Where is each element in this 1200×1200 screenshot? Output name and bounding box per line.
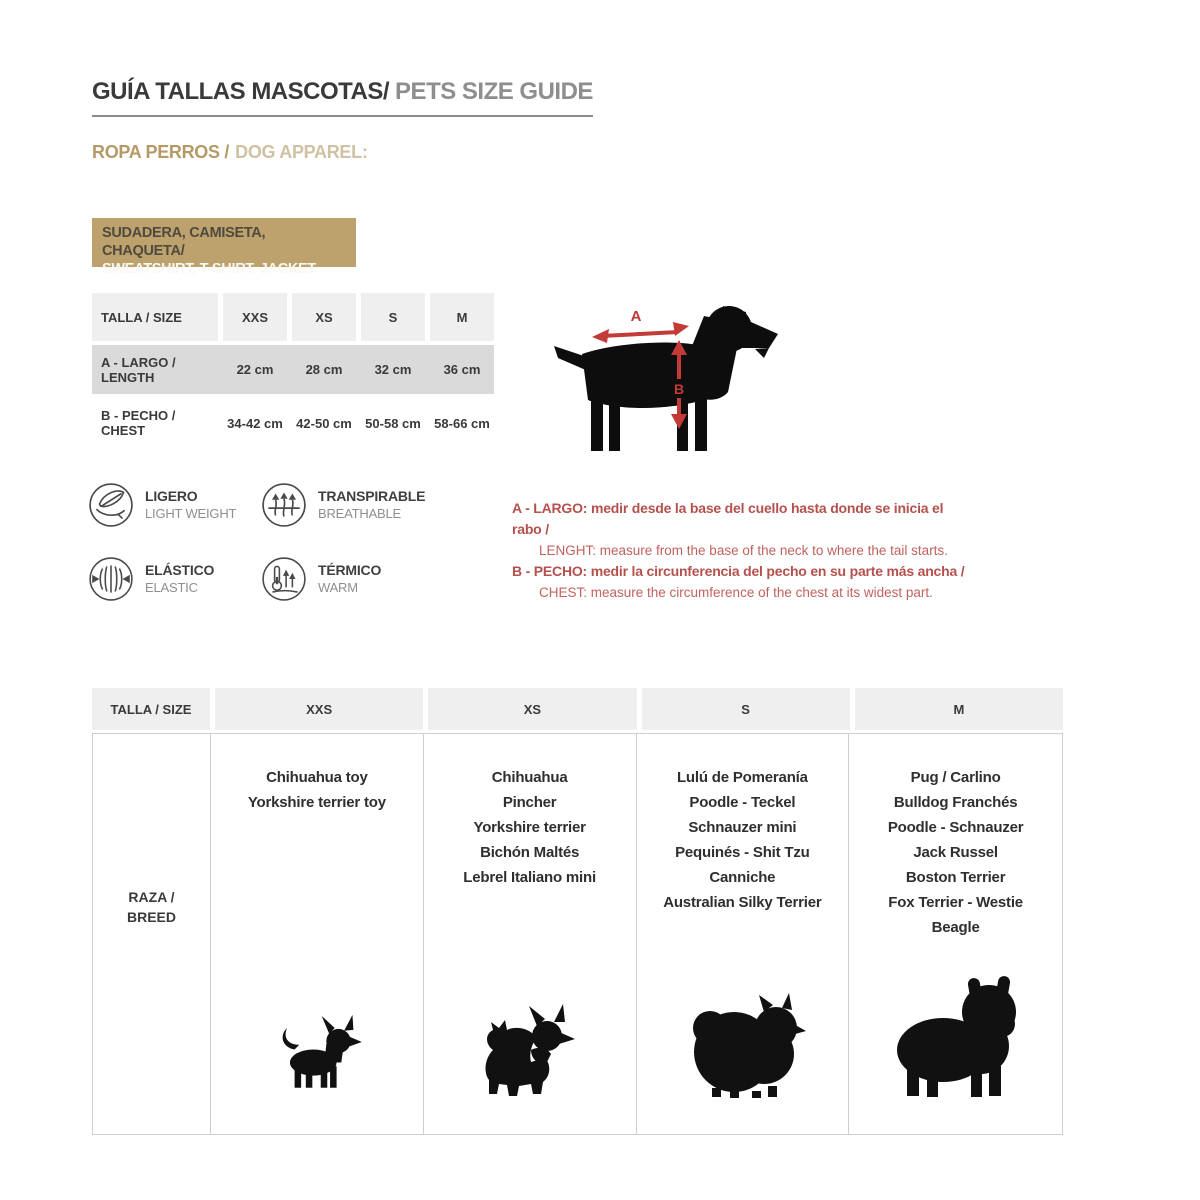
- breed-item: Pincher: [502, 794, 557, 811]
- subtitle-english: DOG APPAREL:: [235, 142, 368, 162]
- breed-item: Bichón Maltés: [480, 844, 580, 861]
- breed-item: Jack Russel: [913, 844, 998, 861]
- feature-warm-label-es: TÉRMICO: [318, 562, 382, 578]
- feather-hand-icon: [88, 482, 134, 528]
- breed-table-header-row: [92, 688, 1063, 730]
- length-xxs-value: 22 cm: [236, 362, 274, 377]
- category-spanish: SUDADERA, CAMISETA, CHAQUETA/: [102, 225, 266, 259]
- breed-item: Bulldog Franchés: [893, 794, 1018, 811]
- chest-xxs-value: 34-42 cm: [227, 415, 283, 431]
- length-row-label: A - LARGO / LENGTH: [101, 354, 176, 385]
- chest-m-value: 58-66 cm: [434, 415, 490, 431]
- measurement-diagram: [548, 296, 798, 458]
- breed-item: Canniche: [709, 869, 776, 886]
- feature-breathable-label-es: TRANSPIRABLE: [318, 488, 426, 504]
- breed-row-label-cell: [93, 734, 211, 1134]
- size-table-header-xxs: XXS: [223, 293, 287, 341]
- note-a-label: A - LARGO:: [512, 500, 588, 516]
- breed-table: [92, 688, 1063, 1135]
- breed-item: Poodle - Schnauzer: [887, 819, 1024, 836]
- category-english: SWEATSHIRT, T-SHIRT, JACKET: [102, 261, 316, 277]
- section-subtitle: [92, 142, 368, 163]
- breed-cell-s: [637, 734, 850, 1134]
- page-title: [92, 78, 593, 117]
- breed-list-s: [637, 765, 849, 915]
- breed-item: Australian Silky Terrier: [663, 894, 822, 911]
- breed-item: Lulú de Pomeranía: [676, 769, 808, 786]
- feature-breathable-label-en: BREATHABLE: [318, 506, 402, 521]
- size-table-length-row: [92, 345, 494, 394]
- feature-warm-label-en: WARM: [318, 580, 358, 595]
- feature-elastic-label-es: ELÁSTICO: [145, 562, 215, 578]
- breed-cell-xxs: [211, 734, 424, 1134]
- longhair-chihuahua-silhouette-icon: [471, 1002, 589, 1098]
- thermometer-icon: [261, 556, 307, 602]
- breed-header-xs: XS: [428, 688, 636, 730]
- breed-row-label-line1: RAZA /: [128, 888, 175, 905]
- breed-header-m: M: [855, 688, 1063, 730]
- feature-lightweight-label-es: LIGERO: [145, 488, 198, 504]
- size-table-header-m: M: [430, 293, 494, 341]
- note-b-english: CHEST: measure the circumference of the chest at its widest part.: [539, 585, 933, 600]
- chihuahua-silhouette-icon: [267, 1014, 367, 1098]
- breed-item: Chihuahua toy: [266, 769, 368, 786]
- breathable-icon: [261, 482, 307, 528]
- chest-xs-value: 42-50 cm: [296, 415, 352, 431]
- page-title-english: PETS SIZE GUIDE: [395, 78, 593, 105]
- size-table-chest-row: [92, 398, 494, 448]
- breed-cell-m: [849, 734, 1062, 1134]
- size-table-header-s: S: [361, 293, 425, 341]
- size-table-header-xs: XS: [292, 293, 356, 341]
- breed-item: Fox Terrier - Westie: [888, 894, 1023, 911]
- pomeranian-silhouette-icon: [676, 992, 808, 1098]
- breed-list-xs: [424, 765, 636, 890]
- labrador-silhouette-icon: [548, 296, 798, 458]
- chest-row-label: B - PECHO / CHEST: [101, 408, 176, 438]
- breed-item: Yorkshire terrier: [473, 819, 586, 836]
- arrow-a-label: A: [630, 308, 642, 325]
- breed-table-body-row: [92, 733, 1063, 1135]
- feature-lightweight-label-en: LIGHT WEIGHT: [145, 506, 237, 521]
- chest-s-value: 50-58 cm: [365, 415, 421, 431]
- breed-item: Chihuahua: [491, 769, 568, 786]
- breed-row-label-line2: BREED: [126, 908, 176, 925]
- french-bulldog-silhouette-icon: [883, 976, 1029, 1098]
- elastic-icon: [88, 556, 134, 602]
- breed-header-talla: TALLA / SIZE: [92, 688, 210, 730]
- note-b-spanish: [512, 561, 972, 582]
- feature-lightweight: [88, 482, 236, 528]
- feature-breathable: [261, 482, 425, 528]
- measuring-instructions: [512, 498, 972, 603]
- breed-item: Boston Terrier: [905, 869, 1006, 886]
- breed-item: Pequinés - Shit Tzu: [675, 844, 810, 861]
- breed-header-s: S: [642, 688, 850, 730]
- breed-list-xxs: [211, 765, 423, 815]
- size-table-header-talla: TALLA / SIZE: [92, 293, 218, 341]
- size-measurements-table: [92, 293, 494, 452]
- length-s-value: 32 cm: [374, 362, 412, 377]
- length-m-value: 36 cm: [443, 362, 481, 377]
- length-xs-value: 28 cm: [305, 362, 343, 377]
- breed-item: Poodle - Teckel: [689, 794, 796, 811]
- breed-item: Yorkshire terrier toy: [247, 794, 386, 811]
- breed-item: Beagle: [931, 919, 980, 936]
- feature-elastic: [88, 556, 214, 602]
- note-a-english: LENGHT: measure from the base of the neck to where the tail starts.: [539, 543, 948, 558]
- breed-item: Pug / Carlino: [910, 769, 1001, 786]
- note-b-text: medir la circunferencia del pecho en su parte más ancha /: [590, 563, 965, 579]
- breed-item: Schnauzer mini: [688, 819, 797, 836]
- arrow-b-label: B: [673, 381, 685, 397]
- size-table-header-row: [92, 293, 494, 341]
- breed-item: Lebrel Italiano mini: [463, 869, 596, 886]
- garment-category-box: [92, 218, 356, 277]
- breed-header-xxs: XXS: [215, 688, 423, 730]
- subtitle-spanish: ROPA PERROS /: [92, 142, 230, 162]
- note-a-spanish: [512, 498, 972, 540]
- feature-warm: [261, 556, 381, 602]
- note-a-text: medir desde la base del cuello hasta donde se inicia el rabo /: [512, 500, 944, 537]
- page-title-spanish: GUÍA TALLAS MASCOTAS/: [92, 78, 390, 105]
- breed-cell-xs: [424, 734, 637, 1134]
- feature-elastic-label-en: ELASTIC: [145, 580, 198, 595]
- note-b-label: B - PECHO:: [512, 563, 588, 579]
- breed-list-m: [849, 765, 1062, 940]
